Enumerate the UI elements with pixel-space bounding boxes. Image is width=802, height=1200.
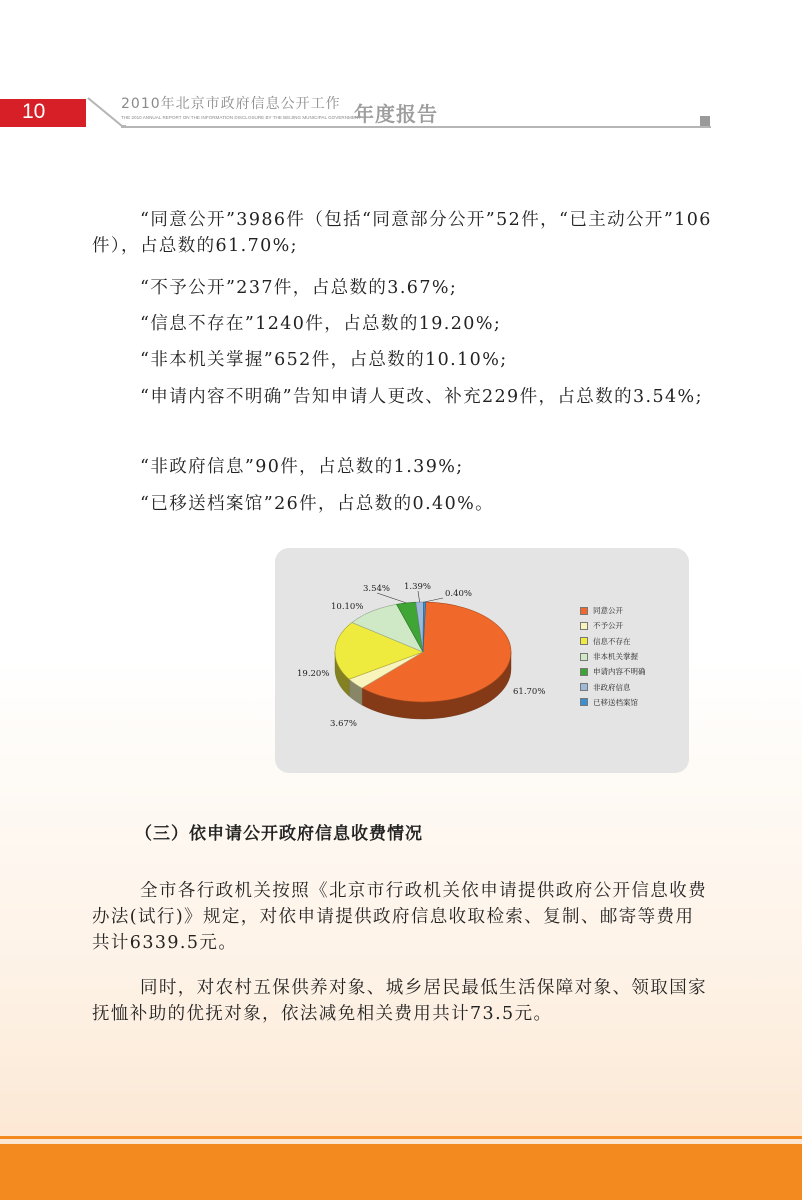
paragraph-not-disclose: “不予公开”237件，占总数的3.67%; [140, 278, 458, 298]
paragraph-transferred-archive: “已移送档案馆”26件，占总数的0.40%。 [140, 494, 495, 514]
legend-label-1: 不予公开 [593, 621, 623, 631]
legend-item-6 [580, 695, 646, 710]
legend-item-2 [580, 634, 646, 649]
legend-swatch-6 [580, 698, 588, 706]
legend-swatch-3 [580, 653, 588, 661]
legend-swatch-0 [580, 607, 588, 615]
paragraph-unclear-request: “申请内容不明确”告知申请人更改、补充229件，占总数的3.54%; [140, 387, 703, 407]
pie-label-2: 19.20% [297, 669, 330, 679]
legend-item-5 [580, 679, 646, 694]
leader-line-6 [425, 598, 444, 602]
legend-label-3: 非本机关掌握 [593, 652, 638, 662]
paragraph-agree-disclose: “同意公开”3986件（包括“同意部分公开”52件，“已主动公开”106件），占总数的61.70%; [92, 210, 712, 256]
section-heading-fees: （三）依申请公开政府信息收费情况 [135, 824, 423, 844]
footer-bar [0, 1144, 802, 1200]
header-slash-decoration [86, 96, 126, 130]
pie-label-6: 0.40% [445, 589, 473, 599]
pie-label-1: 3.67% [330, 719, 358, 729]
legend-swatch-1 [580, 622, 588, 630]
pie-label-0: 61.70% [513, 687, 546, 697]
header-square-marker [700, 116, 710, 126]
legend-item-1 [580, 618, 646, 633]
page-number-box [0, 99, 86, 127]
legend-swatch-4 [580, 668, 588, 676]
legend-label-6: 已移送档案馆 [593, 697, 638, 707]
leader-line-4 [377, 593, 406, 603]
header-title: 2010年北京市政府信息公开工作 [121, 96, 341, 112]
legend-swatch-5 [580, 683, 588, 691]
pie-label-5: 1.39% [404, 582, 432, 592]
pie-label-3: 10.10% [331, 602, 364, 612]
legend-label-5: 非政府信息 [593, 682, 631, 692]
pie-chart-panel [275, 548, 689, 773]
legend-label-4: 申请内容不明确 [593, 667, 646, 677]
legend-label-0: 同意公开 [593, 606, 623, 616]
chart-legend [580, 603, 646, 710]
footer-thin-rule [0, 1136, 802, 1139]
header-subtitle: THE 2010 ANNUAL REPORT ON THE INFORMATION DISCLOSURE BY THE BEIJING MUNICIPAL GOVERNMENT [121, 115, 362, 120]
legend-item-0 [580, 603, 646, 618]
legend-item-3 [580, 649, 646, 664]
header-rule [121, 126, 711, 128]
paragraph-not-held: “非本机关掌握”652件，占总数的10.10%; [140, 350, 508, 370]
paragraph-info-not-exist: “信息不存在”1240件，占总数的19.20%; [140, 314, 502, 334]
paragraph-fees-collected: 全市各行政机关按照《北京市行政机关依申请提供政府公开信息收费办法(试行)》规定，对依申请提供政府信息收取检索、复制、邮寄等费用共计6339.5元。 [92, 881, 707, 953]
pie-label-4: 3.54% [363, 584, 391, 594]
header-report-label: 年度报告 [354, 102, 438, 126]
paragraph-non-government-info: “非政府信息”90件，占总数的1.39%; [140, 457, 464, 477]
paragraph-fees-waived: 同时，对农村五保供养对象、城乡居民最低生活保障对象、领取国家抚恤补助的优抚对象，依法减免相关费用共计73.5元。 [92, 978, 707, 1024]
leader-line-5 [418, 591, 420, 602]
legend-item-4 [580, 664, 646, 679]
legend-swatch-2 [580, 637, 588, 645]
page-number: 10 [22, 100, 46, 123]
legend-label-2: 信息不存在 [593, 636, 631, 646]
